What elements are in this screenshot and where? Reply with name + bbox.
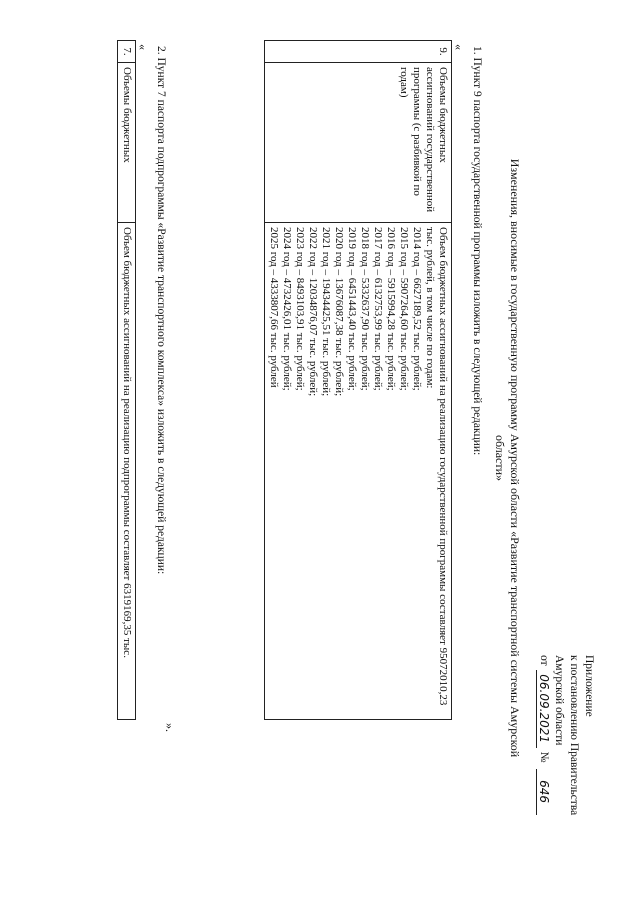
appendix-line-1: Приложение [583,655,595,717]
year-line: 2021 год – 19434425,51 тыс. рублей; [320,227,332,397]
row-number: 7. [118,41,136,63]
from-label: от [538,655,550,666]
item2-open-quote: « [136,44,150,50]
year-line: 2017 год – 6132753,99 тыс. рублей; [372,227,384,391]
year-line: 2019 год – 6451443,40 тыс. рублей; [346,227,358,391]
appendix-line-3: Амурской области [553,655,565,746]
item1-table [264,40,452,720]
handwritten-date: 06.09.2021 [536,670,550,748]
year-line: 2018 год – 5332637,90 тыс. рублей; [359,227,371,391]
year-line: 2024 год – 4732426,01 тыс. рублей; [281,227,293,391]
year-line: 2016 год – 5915994,28 тыс. рублей; [385,227,397,391]
item1-heading: 1. Пункт 9 паспорта государственной программы изложить в следующей редакции: [471,46,483,456]
year-line: 2022 год – 12034876,07 тыс. рублей; [307,227,319,397]
document-title: Изменения, вносимые в государственную программу Амурской области «Развитие транспортной системы Амурской области» [493,158,522,758]
appendix-block [536,655,596,870]
handwritten-number: 646 [536,769,550,815]
row-number: 9. [265,41,452,63]
number-label: № [538,751,550,763]
table-row [265,41,452,720]
row-content [265,223,452,720]
year-line: 2020 год – 13676087,38 тыс. рублей; [333,227,345,397]
item1-close-quote: ». [163,723,177,732]
year-line: 2023 год – 8493103,91 тыс. рублей; [294,227,306,391]
item2-heading: 2. Пункт 7 паспорта подпрограммы «Развитие транспортного комплекса» изложить в следующей редакции: [155,46,167,575]
year-line: 2014 год – 6627189,52 тыс. рублей; [411,227,423,391]
year-line: 2025 год – 4333807,66 тыс. рублей [268,227,280,388]
appendix-signature-row [536,655,551,870]
table-row [118,41,136,720]
item2-table [117,40,136,720]
appendix-line-2: к постановлению Правительства [568,655,580,816]
row-content: Объем бюджетных ассигнований на реализацию подпрограммы составляет 6319169,35 тыс. [118,223,136,720]
year-line: 2015 год – 5907264,60 тыс. рублей; [398,227,410,391]
rotated-page [12,28,602,878]
row-label: Объемы бюджетных ассигнований государственной программы (с разбивкой по годам) [265,63,452,223]
item1-open-quote: « [452,44,466,50]
row-label: Объемы бюджетных [118,63,136,223]
budget-intro: Объем бюджетных ассигнований на реализацию государственной программы составляет 95072010,23 тыс. рублей, в том числе по годам: [424,227,449,706]
